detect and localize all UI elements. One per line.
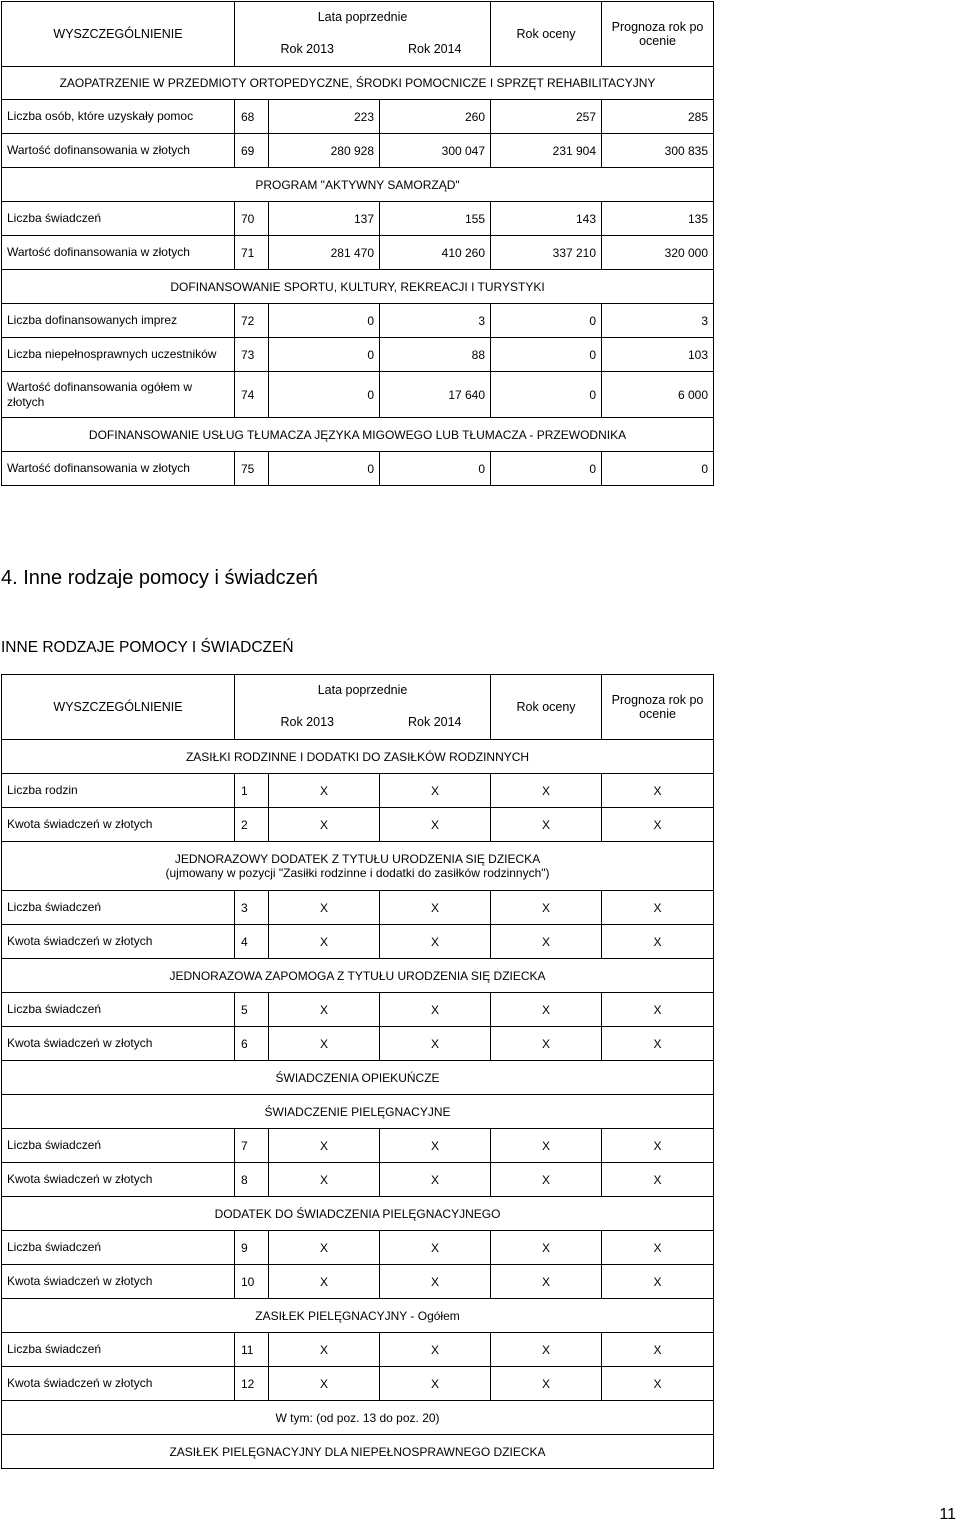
value-2013: 0 bbox=[269, 452, 380, 486]
value-forecast: X bbox=[602, 1129, 714, 1163]
value-2013: X bbox=[269, 993, 380, 1027]
section-title: PROGRAM "AKTYWNY SAMORZĄD" bbox=[2, 168, 714, 202]
table-row bbox=[2, 1027, 714, 1061]
value-forecast: X bbox=[602, 925, 714, 959]
table-row bbox=[2, 1231, 714, 1265]
table-orthopedic-support bbox=[1, 1, 714, 486]
table-row bbox=[2, 202, 714, 236]
row-label: Liczba świadczeń bbox=[2, 993, 235, 1027]
row-label: Liczba rodzin bbox=[2, 774, 235, 808]
page-number: 11 bbox=[939, 1506, 956, 1523]
section-title: ZAOPATRZENIE W PRZEDMIOTY ORTOPEDYCZNE, ŚRODKI POMOCNICZE I SPRZĘT REHABILITACYJNY bbox=[2, 67, 714, 100]
value-2014: X bbox=[380, 1367, 491, 1401]
row-label: Wartość dofinansowania ogółem w złotych bbox=[2, 372, 235, 418]
row-label: Liczba świadczeń bbox=[2, 1333, 235, 1367]
row-label: Wartość dofinansowania w złotych bbox=[2, 236, 235, 270]
header-year-2013: Rok 2013 bbox=[235, 706, 380, 740]
section-title-note: (ujmowany w pozycji "Zasiłki rodzinne i dodatki do zasiłków rodzinnych") bbox=[165, 866, 550, 880]
section-subheading: INNE RODZAJE POMOCY I ŚWIADCZEŃ bbox=[1, 639, 294, 656]
value-2014: X bbox=[380, 993, 491, 1027]
row-index: 69 bbox=[235, 134, 269, 168]
value-2013: X bbox=[269, 1027, 380, 1061]
value-2013: X bbox=[269, 1231, 380, 1265]
row-index: 11 bbox=[235, 1333, 269, 1367]
row-index: 12 bbox=[235, 1367, 269, 1401]
table-row bbox=[2, 808, 714, 842]
value-forecast: X bbox=[602, 1333, 714, 1367]
section-title: DOFINANSOWANIE USŁUG TŁUMACZA JĘZYKA MIGOWEGO LUB TŁUMACZA - PRZEWODNIKA bbox=[2, 418, 714, 452]
table-row bbox=[2, 304, 714, 338]
table-row bbox=[2, 993, 714, 1027]
value-2014: 88 bbox=[380, 338, 491, 372]
value-evaluation: X bbox=[491, 1129, 602, 1163]
value-2013: 223 bbox=[269, 100, 380, 134]
section-row bbox=[2, 959, 714, 993]
row-index: 6 bbox=[235, 1027, 269, 1061]
section-title: DODATEK DO ŚWIADCZENIA PIELĘGNACYJNEGO bbox=[2, 1197, 714, 1231]
value-2014: X bbox=[380, 1163, 491, 1197]
row-label: Wartość dofinansowania w złotych bbox=[2, 452, 235, 486]
value-evaluation: 0 bbox=[491, 372, 602, 418]
row-label: Kwota świadczeń w złotych bbox=[2, 1027, 235, 1061]
value-2013: X bbox=[269, 1333, 380, 1367]
value-2014: 0 bbox=[380, 452, 491, 486]
value-evaluation: 337 210 bbox=[491, 236, 602, 270]
value-2014: 410 260 bbox=[380, 236, 491, 270]
value-2013: 0 bbox=[269, 304, 380, 338]
value-2014: X bbox=[380, 1027, 491, 1061]
section-title-line: JEDNORAZOWY DODATEK Z TYTUŁU URODZENIA SIĘ DZIECKA bbox=[174, 852, 541, 866]
value-2013: 281 470 bbox=[269, 236, 380, 270]
header-year-2014: Rok 2014 bbox=[380, 706, 491, 740]
row-index: 8 bbox=[235, 1163, 269, 1197]
table-row bbox=[2, 372, 714, 418]
table-row bbox=[2, 338, 714, 372]
value-evaluation: 0 bbox=[491, 452, 602, 486]
value-2014: 17 640 bbox=[380, 372, 491, 418]
value-2013: X bbox=[269, 925, 380, 959]
value-forecast: 0 bbox=[602, 452, 714, 486]
value-2014: X bbox=[380, 1333, 491, 1367]
row-label: Kwota świadczeń w złotych bbox=[2, 925, 235, 959]
value-evaluation: X bbox=[491, 1027, 602, 1061]
row-label: Kwota świadczeń w złotych bbox=[2, 808, 235, 842]
value-evaluation: X bbox=[491, 1265, 602, 1299]
section-title: ŚWIADCZENIE PIELĘGNACYJNE bbox=[2, 1095, 714, 1129]
row-index: 75 bbox=[235, 452, 269, 486]
table-row bbox=[2, 1333, 714, 1367]
row-label: Liczba świadczeń bbox=[2, 1231, 235, 1265]
value-evaluation: 231 904 bbox=[491, 134, 602, 168]
section-row bbox=[2, 740, 714, 774]
section-row bbox=[2, 1095, 714, 1129]
value-forecast: 320 000 bbox=[602, 236, 714, 270]
value-2014: X bbox=[380, 1129, 491, 1163]
row-index: 10 bbox=[235, 1265, 269, 1299]
header-year-2013: Rok 2013 bbox=[235, 33, 380, 67]
value-2014: X bbox=[380, 925, 491, 959]
table-row bbox=[2, 1367, 714, 1401]
table-row bbox=[2, 100, 714, 134]
row-label: Liczba świadczeń bbox=[2, 202, 235, 236]
header-description: WYSZCZEGÓLNIENIE bbox=[2, 675, 235, 740]
value-forecast: 6 000 bbox=[602, 372, 714, 418]
value-evaluation: X bbox=[491, 925, 602, 959]
header-year-2014: Rok 2014 bbox=[380, 33, 491, 67]
section-row bbox=[2, 168, 714, 202]
value-forecast: X bbox=[602, 1367, 714, 1401]
section-title: ZASIŁEK PIELĘGNACYJNY - Ogółem bbox=[2, 1299, 714, 1333]
table-row bbox=[2, 1129, 714, 1163]
table-row bbox=[2, 925, 714, 959]
value-2013: X bbox=[269, 1367, 380, 1401]
row-label: Liczba dofinansowanych imprez bbox=[2, 304, 235, 338]
value-2013: X bbox=[269, 1265, 380, 1299]
header-evaluation-year: Rok oceny bbox=[491, 2, 602, 67]
value-evaluation: X bbox=[491, 1231, 602, 1265]
value-forecast: X bbox=[602, 891, 714, 925]
value-evaluation: X bbox=[491, 1333, 602, 1367]
section-title: ŚWIADCZENIA OPIEKUŃCZE bbox=[2, 1061, 714, 1095]
value-evaluation: X bbox=[491, 891, 602, 925]
value-2013: X bbox=[269, 1129, 380, 1163]
value-2014: 260 bbox=[380, 100, 491, 134]
value-2013: 280 928 bbox=[269, 134, 380, 168]
row-label: Liczba świadczeń bbox=[2, 891, 235, 925]
value-forecast: X bbox=[602, 1231, 714, 1265]
section-title bbox=[2, 842, 714, 891]
value-2013: 137 bbox=[269, 202, 380, 236]
value-2014: X bbox=[380, 808, 491, 842]
value-2014: X bbox=[380, 1231, 491, 1265]
section-row bbox=[2, 1299, 714, 1333]
section-row bbox=[2, 842, 714, 891]
row-index: 4 bbox=[235, 925, 269, 959]
value-2014: X bbox=[380, 774, 491, 808]
value-forecast: 3 bbox=[602, 304, 714, 338]
table-row bbox=[2, 236, 714, 270]
row-index: 3 bbox=[235, 891, 269, 925]
value-2014: X bbox=[380, 891, 491, 925]
row-index: 70 bbox=[235, 202, 269, 236]
value-2013: 0 bbox=[269, 372, 380, 418]
row-index: 7 bbox=[235, 1129, 269, 1163]
value-2013: X bbox=[269, 1163, 380, 1197]
table-header-row bbox=[2, 675, 714, 706]
section-title: ZASIŁEK PIELĘGNACYJNY DLA NIEPEŁNOSPRAWNEGO DZIECKA bbox=[2, 1435, 714, 1469]
value-forecast: X bbox=[602, 1163, 714, 1197]
value-forecast: X bbox=[602, 808, 714, 842]
value-evaluation: X bbox=[491, 1367, 602, 1401]
value-evaluation: 0 bbox=[491, 304, 602, 338]
row-index: 68 bbox=[235, 100, 269, 134]
section-title: W tym: (od poz. 13 do poz. 20) bbox=[2, 1401, 714, 1435]
table-row bbox=[2, 452, 714, 486]
table-row bbox=[2, 1163, 714, 1197]
table-other-benefits bbox=[1, 674, 714, 1469]
row-index: 73 bbox=[235, 338, 269, 372]
header-forecast: Prognoza rok po ocenie bbox=[602, 675, 714, 740]
row-index: 72 bbox=[235, 304, 269, 338]
value-2013: X bbox=[269, 891, 380, 925]
value-2013: X bbox=[269, 808, 380, 842]
section-title: JEDNORAZOWA ZAPOMOGA Z TYTUŁU URODZENIA SIĘ DZIECKA bbox=[2, 959, 714, 993]
section-row bbox=[2, 270, 714, 304]
value-evaluation: 143 bbox=[491, 202, 602, 236]
value-forecast: X bbox=[602, 993, 714, 1027]
header-evaluation-year: Rok oceny bbox=[491, 675, 602, 740]
value-evaluation: X bbox=[491, 808, 602, 842]
row-label: Wartość dofinansowania w złotych bbox=[2, 134, 235, 168]
header-description: WYSZCZEGÓLNIENIE bbox=[2, 2, 235, 67]
value-forecast: X bbox=[602, 1265, 714, 1299]
row-index: 71 bbox=[235, 236, 269, 270]
header-previous-years: Lata poprzednie bbox=[235, 2, 491, 33]
row-label: Kwota świadczeń w złotych bbox=[2, 1163, 235, 1197]
section-row bbox=[2, 1401, 714, 1435]
row-index: 74 bbox=[235, 372, 269, 418]
header-forecast: Prognoza rok po ocenie bbox=[602, 2, 714, 67]
value-2014: X bbox=[380, 1265, 491, 1299]
section-title: DOFINANSOWANIE SPORTU, KULTURY, REKREACJI I TURYSTYKI bbox=[2, 270, 714, 304]
value-evaluation: 0 bbox=[491, 338, 602, 372]
value-evaluation: X bbox=[491, 1163, 602, 1197]
table-row bbox=[2, 134, 714, 168]
value-evaluation: 257 bbox=[491, 100, 602, 134]
value-forecast: 135 bbox=[602, 202, 714, 236]
value-evaluation: X bbox=[491, 993, 602, 1027]
section-heading: 4. Inne rodzaje pomocy i świadczeń bbox=[1, 567, 318, 589]
row-index: 5 bbox=[235, 993, 269, 1027]
row-label: Liczba osób, które uzyskały pomoc bbox=[2, 100, 235, 134]
value-forecast: 300 835 bbox=[602, 134, 714, 168]
row-label: Kwota świadczeń w złotych bbox=[2, 1265, 235, 1299]
value-2014: 3 bbox=[380, 304, 491, 338]
value-forecast: X bbox=[602, 1027, 714, 1061]
value-2013: 0 bbox=[269, 338, 380, 372]
row-index: 1 bbox=[235, 774, 269, 808]
value-2014: 300 047 bbox=[380, 134, 491, 168]
table-row bbox=[2, 1265, 714, 1299]
section-title: ZASIŁKI RODZINNE I DODATKI DO ZASIŁKÓW RODZINNYCH bbox=[2, 740, 714, 774]
row-index: 9 bbox=[235, 1231, 269, 1265]
header-previous-years: Lata poprzednie bbox=[235, 675, 491, 706]
section-row bbox=[2, 67, 714, 100]
section-row bbox=[2, 418, 714, 452]
section-row bbox=[2, 1435, 714, 1469]
value-2013: X bbox=[269, 774, 380, 808]
row-label: Kwota świadczeń w złotych bbox=[2, 1367, 235, 1401]
row-label: Liczba niepełnosprawnych uczestników bbox=[2, 338, 235, 372]
value-forecast: 103 bbox=[602, 338, 714, 372]
value-evaluation: X bbox=[491, 774, 602, 808]
table-row bbox=[2, 774, 714, 808]
table-row bbox=[2, 891, 714, 925]
row-label: Liczba świadczeń bbox=[2, 1129, 235, 1163]
table-header-row bbox=[2, 2, 714, 33]
section-row bbox=[2, 1061, 714, 1095]
value-2014: 155 bbox=[380, 202, 491, 236]
row-index: 2 bbox=[235, 808, 269, 842]
value-forecast: 285 bbox=[602, 100, 714, 134]
section-row bbox=[2, 1197, 714, 1231]
value-forecast: X bbox=[602, 774, 714, 808]
